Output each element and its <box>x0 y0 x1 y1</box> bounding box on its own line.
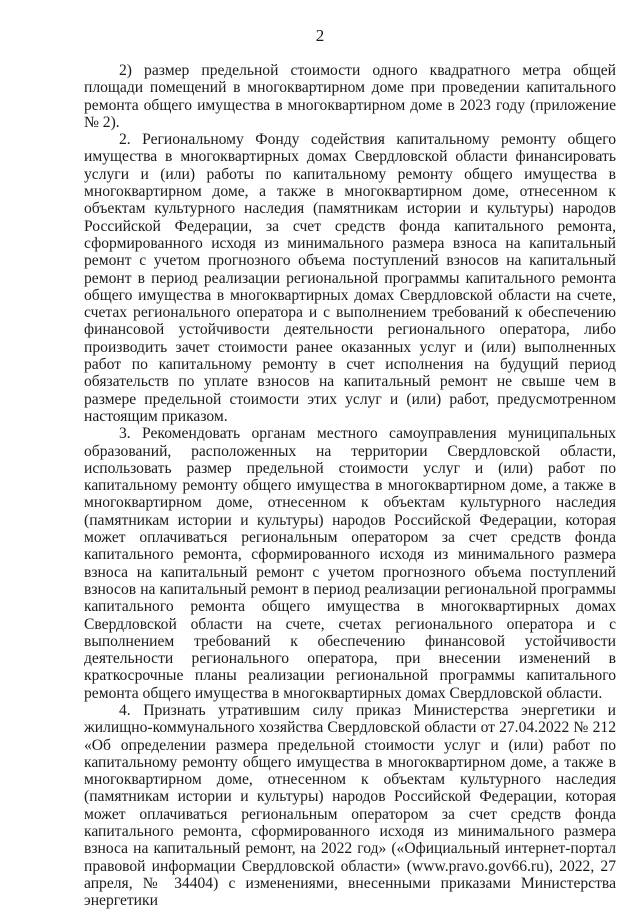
paragraph-2-regional-fund: 2. Региональному Фонду содействия капитальному ремонту общего имущества в многоквартирных домах Свердловской области финансировать услуги и (или) работы по капитальному ремонту общего имущества в многоквартирном доме, а также в многоквартирном доме, отнесенном к объектам культурного наследия (памятникам истории и культуры) народов Российской Федерации, за счет средств фонда капитального ремонта, сформированного исходя из минимального размера взноса на капитальный ремонт с учетом прогнозного объема поступлений взносов на капитальный ремонт в период реализации региональной программы капитального ремонта общего имущества в многоквартирных домах Свердловской области на счете, счетах регионального оператора и с выполнением требований к обеспечению финансовой устойчивости деятельности регионального оператора, либо производить зачет стоимости ранее оказанных услуг и (или) выполненных работ по капитальному ремонту в счет исполнения на будущий период обязательств по уплате взносов на капитальный ремонт не свыше чем в размере предельной стоимости этих услуг и (или) работ, предусмотренном настоящим приказом. <box>84 131 616 425</box>
document-body <box>84 62 616 910</box>
page-number: 2 <box>315 26 325 45</box>
paragraph-1-item-2: 2) размер предельной стоимости одного квадратного метра общей площади помещений в многоквартирном доме при проведении капитального ремонта общего имущества в многоквартирном доме в 2023 году (приложение № 2). <box>84 62 616 131</box>
paragraph-3-recommendation: 3. Рекомендовать органам местного самоуправления муниципальных образований, расположенных на территории Свердловской области, использовать размер предельной стоимости услуг и (или) работ по капитальному ремонту общего имущества в многоквартирном доме, а также в многоквартирном доме, отнесенном к объектам культурного наследия (памятникам истории и культуры) народов Российской Федерации, которая может оплачиваться региональным оператором за счет средств фонда капитального ремонта, сформированного исходя из минимального размера взноса на капитальный ремонт с учетом прогнозного объема поступлений взносов на капитальный ремонт в период реализации региональной программы капитального ремонта общего имущества в многоквартирных домах Свердловской области на счете, счетах регионального оператора и с выполнением требований к обеспечению финансовой устойчивости деятельности регионального оператора, при внесении изменений в краткосрочные планы реализации региональной программы капитального ремонта общего имущества в многоквартирных домах Свердловской области. <box>84 425 616 702</box>
paragraph-4-repeal: 4. Признать утратившим силу приказ Министерства энергетики и жилищно-коммунального хозяйства Свердловской области от 27.04.2022 № 212 «Об определении размера предельной стоимости услуг и (или) работ по капитальному ремонту общего имущества в многоквартирном доме, а также в многоквартирном доме, отнесенном к объектам культурного наследия (памятникам истории и культуры) народов Российской Федерации, которая может оплачиваться региональным оператором за счет средств фонда капитального ремонта, сформированного исходя из минимального размера взноса на капитальный ремонт, на 2022 год» («Официальный интернет-портал правовой информации Свердловской области» (www.pravo.gov66.ru), 2022, 27 апреля, № 34404) с изменениями, внесенными приказами Министерства энергетики <box>84 701 616 910</box>
